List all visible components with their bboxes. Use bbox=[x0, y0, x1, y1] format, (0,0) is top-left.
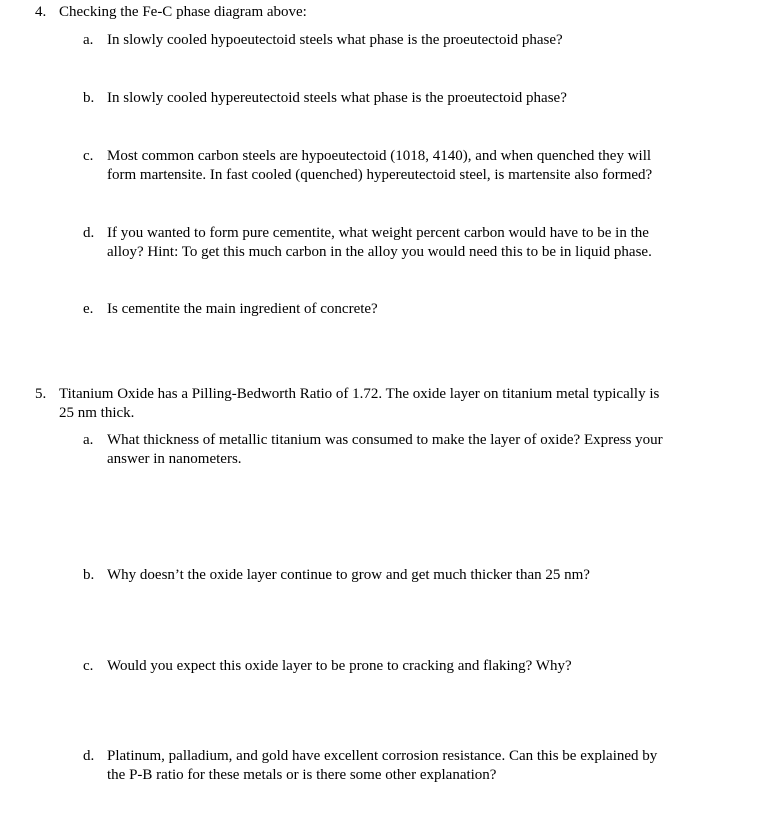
question-5d-line-1: Platinum, palladium, and gold have excellent corrosion resistance. Can this be explained by bbox=[107, 748, 658, 764]
question-4d-line-1: If you wanted to form pure cementite, what weight percent carbon would have to be in the bbox=[107, 225, 649, 241]
question-4d-letter: d. bbox=[83, 225, 95, 241]
question-5a-line-1: What thickness of metallic titanium was consumed to make the layer of oxide? Express your bbox=[107, 432, 663, 448]
question-5d-text bbox=[107, 747, 727, 785]
question-4c-line-2: form martensite. In fast cooled (quenched) hypereutectoid steel, is martensite also formed? bbox=[107, 167, 653, 183]
question-5b-letter: b. bbox=[83, 567, 95, 583]
question-5-line-2: 25 nm thick. bbox=[59, 405, 135, 421]
question-5d-letter: d. bbox=[83, 748, 95, 764]
question-4d-line-2: alloy? Hint: To get this much carbon in the alloy you would need this to be in liquid phase. bbox=[107, 244, 652, 260]
question-5-line-1: Titanium Oxide has a Pilling-Bedworth Ratio of 1.72. The oxide layer on titanium metal typically is bbox=[59, 386, 660, 402]
question-4a-text: In slowly cooled hypoeutectoid steels what phase is the proeutectoid phase? bbox=[107, 32, 563, 48]
question-5-number: 5. bbox=[35, 386, 47, 402]
question-4a-letter: a. bbox=[83, 32, 94, 48]
question-5-text bbox=[59, 385, 719, 423]
question-5b-text: Why doesn’t the oxide layer continue to grow and get much thicker than 25 nm? bbox=[107, 567, 590, 583]
question-5a-text bbox=[107, 431, 727, 469]
question-4-text: Checking the Fe-C phase diagram above: bbox=[59, 4, 307, 20]
question-4d-text bbox=[107, 224, 727, 262]
question-4b-text: In slowly cooled hypereutectoid steels what phase is the proeutectoid phase? bbox=[107, 90, 567, 106]
question-4-number: 4. bbox=[35, 4, 47, 20]
question-5a-line-2: answer in nanometers. bbox=[107, 451, 242, 467]
question-4c-text bbox=[107, 147, 727, 185]
question-4e-text: Is cementite the main ingredient of concrete? bbox=[107, 301, 378, 317]
question-5c-text: Would you expect this oxide layer to be prone to cracking and flaking? Why? bbox=[107, 658, 572, 674]
question-4e-letter: e. bbox=[83, 301, 94, 317]
question-5a-letter: a. bbox=[83, 432, 94, 448]
question-4c-line-1: Most common carbon steels are hypoeutectoid (1018, 4140), and when quenched they will bbox=[107, 148, 652, 164]
question-5c-letter: c. bbox=[83, 658, 94, 674]
question-5d-line-2: the P-B ratio for these metals or is there some other explanation? bbox=[107, 767, 497, 783]
question-4b-letter: b. bbox=[83, 90, 95, 106]
question-4c-letter: c. bbox=[83, 148, 94, 164]
